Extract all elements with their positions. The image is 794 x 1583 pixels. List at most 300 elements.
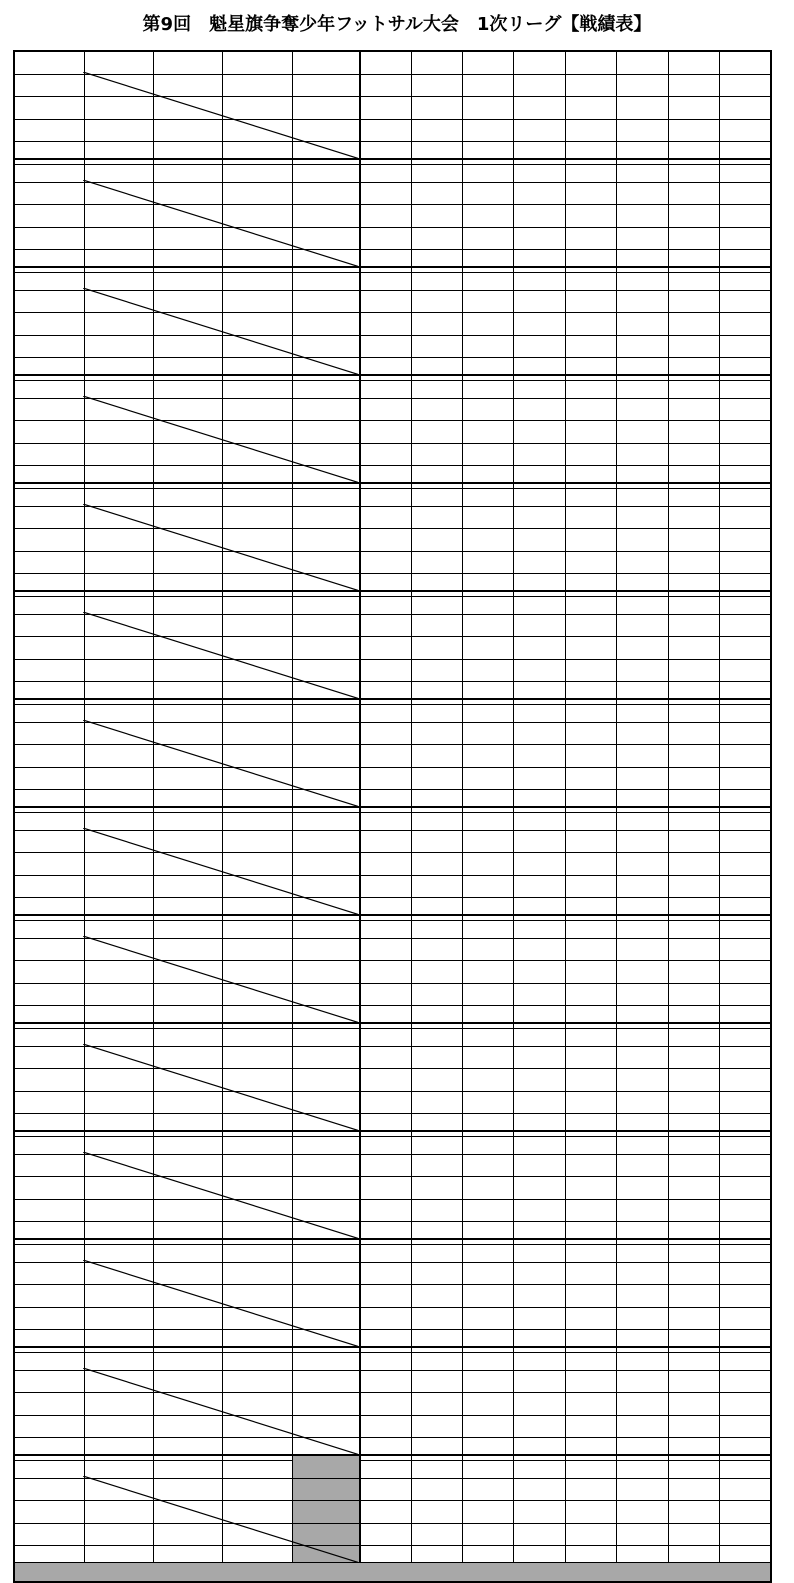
self-match-cell[interactable]: [84, 938, 153, 961]
stat-cell[interactable]: [720, 1307, 771, 1330]
stat-cell[interactable]: [720, 1091, 771, 1114]
match-result-cell[interactable]: [292, 983, 360, 1006]
match-result-cell[interactable]: [154, 290, 223, 313]
stat-cell[interactable]: [720, 529, 771, 552]
stat-cell[interactable]: [616, 1393, 668, 1416]
stat-cell[interactable]: [668, 1177, 719, 1200]
stat-cell[interactable]: [463, 1154, 514, 1177]
stat-cell[interactable]: [720, 97, 771, 120]
stat-cell[interactable]: [514, 767, 565, 790]
match-result-cell[interactable]: [223, 506, 292, 529]
stat-cell[interactable]: [514, 398, 565, 421]
self-match-cell[interactable]: [84, 722, 153, 745]
match-result-cell[interactable]: [154, 983, 223, 1006]
stat-cell[interactable]: [720, 443, 771, 466]
stat-cell[interactable]: [514, 1154, 565, 1177]
self-match-cell[interactable]: [84, 1478, 153, 1501]
self-match-cell[interactable]: [84, 1154, 153, 1177]
match-result-cell[interactable]: [84, 1285, 153, 1308]
stat-cell[interactable]: [616, 1285, 668, 1308]
stat-cell[interactable]: [720, 938, 771, 961]
match-result-cell[interactable]: [292, 745, 360, 768]
stat-cell[interactable]: [565, 421, 616, 444]
stat-cell[interactable]: [668, 1069, 719, 1092]
stat-cell[interactable]: [463, 119, 514, 142]
stat-cell[interactable]: [616, 1523, 668, 1546]
self-match-cell[interactable]: [154, 961, 223, 984]
match-result-cell[interactable]: [292, 1478, 360, 1501]
stat-cell[interactable]: [565, 205, 616, 228]
stat-cell[interactable]: [616, 1415, 668, 1438]
match-result-cell[interactable]: [84, 1091, 153, 1114]
match-result-cell[interactable]: [292, 961, 360, 984]
stat-cell[interactable]: [720, 398, 771, 421]
stat-cell[interactable]: [565, 1307, 616, 1330]
match-result-cell[interactable]: [154, 182, 223, 205]
stat-cell[interactable]: [720, 1199, 771, 1222]
stat-cell[interactable]: [668, 722, 719, 745]
stat-cell[interactable]: [668, 119, 719, 142]
stat-cell[interactable]: [514, 1091, 565, 1114]
match-result-cell[interactable]: [292, 74, 360, 97]
stat-cell[interactable]: [565, 1069, 616, 1092]
match-result-cell[interactable]: [292, 1199, 360, 1222]
stat-cell[interactable]: [360, 182, 411, 205]
match-result-cell[interactable]: [292, 1307, 360, 1330]
self-match-cell[interactable]: [154, 1177, 223, 1200]
stat-cell[interactable]: [668, 205, 719, 228]
stat-cell[interactable]: [360, 961, 411, 984]
stat-cell[interactable]: [720, 74, 771, 97]
match-result-cell[interactable]: [223, 74, 292, 97]
stat-cell[interactable]: [616, 313, 668, 336]
stat-cell[interactable]: [616, 830, 668, 853]
match-result-cell[interactable]: [223, 830, 292, 853]
stat-cell[interactable]: [720, 722, 771, 745]
match-result-cell[interactable]: [292, 551, 360, 574]
stat-cell[interactable]: [463, 1370, 514, 1393]
stat-cell[interactable]: [565, 1478, 616, 1501]
stat-cell[interactable]: [668, 745, 719, 768]
stat-cell[interactable]: [616, 398, 668, 421]
stat-cell[interactable]: [412, 1415, 463, 1438]
self-match-cell[interactable]: [223, 1307, 292, 1330]
stat-cell[interactable]: [463, 1091, 514, 1114]
stat-cell[interactable]: [720, 506, 771, 529]
stat-cell[interactable]: [514, 853, 565, 876]
self-match-cell[interactable]: [154, 1393, 223, 1416]
stat-cell[interactable]: [412, 983, 463, 1006]
stat-cell[interactable]: [668, 182, 719, 205]
stat-cell[interactable]: [412, 227, 463, 250]
stat-cell[interactable]: [514, 443, 565, 466]
stat-cell[interactable]: [668, 1478, 719, 1501]
stat-cell[interactable]: [565, 767, 616, 790]
match-result-cell[interactable]: [154, 830, 223, 853]
stat-cell[interactable]: [514, 1415, 565, 1438]
stat-cell[interactable]: [360, 853, 411, 876]
match-result-cell[interactable]: [292, 119, 360, 142]
stat-cell[interactable]: [565, 1393, 616, 1416]
match-result-cell[interactable]: [84, 551, 153, 574]
match-result-cell[interactable]: [84, 227, 153, 250]
match-result-cell[interactable]: [154, 398, 223, 421]
match-result-cell[interactable]: [223, 313, 292, 336]
self-match-cell[interactable]: [84, 398, 153, 421]
stat-cell[interactable]: [565, 853, 616, 876]
stat-cell[interactable]: [412, 1262, 463, 1285]
match-result-cell[interactable]: [223, 1177, 292, 1200]
stat-cell[interactable]: [412, 875, 463, 898]
match-result-cell[interactable]: [292, 1370, 360, 1393]
self-match-cell[interactable]: [84, 506, 153, 529]
stat-cell[interactable]: [616, 1046, 668, 1069]
match-result-cell[interactable]: [223, 1370, 292, 1393]
match-result-cell[interactable]: [223, 529, 292, 552]
stat-cell[interactable]: [668, 290, 719, 313]
match-result-cell[interactable]: [292, 205, 360, 228]
stat-cell[interactable]: [565, 938, 616, 961]
match-result-cell[interactable]: [154, 1154, 223, 1177]
stat-cell[interactable]: [412, 335, 463, 358]
match-result-cell[interactable]: [84, 637, 153, 660]
stat-cell[interactable]: [668, 506, 719, 529]
stat-cell[interactable]: [463, 74, 514, 97]
stat-cell[interactable]: [616, 119, 668, 142]
stat-cell[interactable]: [360, 290, 411, 313]
match-result-cell[interactable]: [292, 506, 360, 529]
stat-cell[interactable]: [720, 227, 771, 250]
match-result-cell[interactable]: [84, 745, 153, 768]
stat-cell[interactable]: [360, 1154, 411, 1177]
stat-cell[interactable]: [412, 182, 463, 205]
self-match-cell[interactable]: [154, 421, 223, 444]
stat-cell[interactable]: [565, 443, 616, 466]
stat-cell[interactable]: [668, 875, 719, 898]
stat-cell[interactable]: [720, 551, 771, 574]
match-result-cell[interactable]: [154, 119, 223, 142]
stat-cell[interactable]: [360, 1262, 411, 1285]
stat-cell[interactable]: [412, 853, 463, 876]
stat-cell[interactable]: [360, 1177, 411, 1200]
stat-cell[interactable]: [616, 506, 668, 529]
stat-cell[interactable]: [668, 1285, 719, 1308]
self-match-cell[interactable]: [84, 1046, 153, 1069]
stat-cell[interactable]: [360, 830, 411, 853]
stat-cell[interactable]: [463, 1478, 514, 1501]
match-result-cell[interactable]: [292, 1091, 360, 1114]
stat-cell[interactable]: [720, 205, 771, 228]
stat-cell[interactable]: [412, 1393, 463, 1416]
stat-cell[interactable]: [360, 1285, 411, 1308]
stat-cell[interactable]: [360, 529, 411, 552]
self-match-cell[interactable]: [84, 182, 153, 205]
self-match-cell[interactable]: [223, 1415, 292, 1438]
match-result-cell[interactable]: [84, 119, 153, 142]
stat-cell[interactable]: [463, 830, 514, 853]
stat-cell[interactable]: [616, 875, 668, 898]
stat-cell[interactable]: [463, 961, 514, 984]
stat-cell[interactable]: [360, 1069, 411, 1092]
stat-cell[interactable]: [565, 313, 616, 336]
stat-cell[interactable]: [668, 961, 719, 984]
stat-cell[interactable]: [463, 313, 514, 336]
stat-cell[interactable]: [412, 614, 463, 637]
match-result-cell[interactable]: [223, 1393, 292, 1416]
stat-cell[interactable]: [616, 853, 668, 876]
stat-cell[interactable]: [463, 1415, 514, 1438]
stat-cell[interactable]: [514, 983, 565, 1006]
stat-cell[interactable]: [565, 875, 616, 898]
stat-cell[interactable]: [412, 1069, 463, 1092]
stat-cell[interactable]: [616, 551, 668, 574]
stat-cell[interactable]: [514, 1285, 565, 1308]
stat-cell[interactable]: [514, 1307, 565, 1330]
match-result-cell[interactable]: [292, 853, 360, 876]
self-match-cell[interactable]: [223, 227, 292, 250]
stat-cell[interactable]: [720, 637, 771, 660]
stat-cell[interactable]: [412, 1154, 463, 1177]
match-result-cell[interactable]: [84, 1393, 153, 1416]
stat-cell[interactable]: [720, 659, 771, 682]
stat-cell[interactable]: [720, 1069, 771, 1092]
stat-cell[interactable]: [720, 961, 771, 984]
stat-cell[interactable]: [668, 830, 719, 853]
stat-cell[interactable]: [360, 1478, 411, 1501]
match-result-cell[interactable]: [223, 637, 292, 660]
self-match-cell[interactable]: [84, 1370, 153, 1393]
match-result-cell[interactable]: [154, 335, 223, 358]
stat-cell[interactable]: [616, 659, 668, 682]
match-result-cell[interactable]: [223, 1478, 292, 1501]
match-result-cell[interactable]: [84, 853, 153, 876]
stat-cell[interactable]: [616, 97, 668, 120]
stat-cell[interactable]: [668, 443, 719, 466]
stat-cell[interactable]: [463, 398, 514, 421]
stat-cell[interactable]: [514, 961, 565, 984]
match-result-cell[interactable]: [84, 767, 153, 790]
stat-cell[interactable]: [720, 1285, 771, 1308]
stat-cell[interactable]: [720, 1523, 771, 1546]
stat-cell[interactable]: [514, 1046, 565, 1069]
stat-cell[interactable]: [412, 1046, 463, 1069]
self-match-cell[interactable]: [223, 551, 292, 574]
stat-cell[interactable]: [668, 97, 719, 120]
match-result-cell[interactable]: [292, 1046, 360, 1069]
stat-cell[interactable]: [720, 182, 771, 205]
stat-cell[interactable]: [463, 1307, 514, 1330]
stat-cell[interactable]: [565, 529, 616, 552]
stat-cell[interactable]: [616, 1478, 668, 1501]
self-match-cell[interactable]: [154, 853, 223, 876]
stat-cell[interactable]: [463, 767, 514, 790]
stat-cell[interactable]: [463, 1046, 514, 1069]
stat-cell[interactable]: [668, 1307, 719, 1330]
match-result-cell[interactable]: [223, 398, 292, 421]
stat-cell[interactable]: [720, 1478, 771, 1501]
stat-cell[interactable]: [565, 1370, 616, 1393]
stat-cell[interactable]: [565, 506, 616, 529]
match-result-cell[interactable]: [154, 1262, 223, 1285]
match-result-cell[interactable]: [84, 205, 153, 228]
stat-cell[interactable]: [616, 1154, 668, 1177]
match-result-cell[interactable]: [84, 97, 153, 120]
stat-cell[interactable]: [514, 1262, 565, 1285]
stat-cell[interactable]: [514, 182, 565, 205]
stat-cell[interactable]: [360, 1370, 411, 1393]
match-result-cell[interactable]: [223, 205, 292, 228]
self-match-cell[interactable]: [223, 335, 292, 358]
stat-cell[interactable]: [412, 1091, 463, 1114]
stat-cell[interactable]: [668, 1501, 719, 1524]
match-result-cell[interactable]: [292, 227, 360, 250]
stat-cell[interactable]: [463, 875, 514, 898]
match-result-cell[interactable]: [223, 745, 292, 768]
self-match-cell[interactable]: [84, 74, 153, 97]
stat-cell[interactable]: [360, 119, 411, 142]
stat-cell[interactable]: [463, 938, 514, 961]
stat-cell[interactable]: [668, 614, 719, 637]
stat-cell[interactable]: [412, 722, 463, 745]
stat-cell[interactable]: [565, 551, 616, 574]
stat-cell[interactable]: [360, 335, 411, 358]
match-result-cell[interactable]: [84, 529, 153, 552]
self-match-cell[interactable]: [84, 290, 153, 313]
stat-cell[interactable]: [668, 853, 719, 876]
stat-cell[interactable]: [360, 1415, 411, 1438]
match-result-cell[interactable]: [84, 313, 153, 336]
match-result-cell[interactable]: [292, 1285, 360, 1308]
stat-cell[interactable]: [668, 983, 719, 1006]
stat-cell[interactable]: [720, 313, 771, 336]
stat-cell[interactable]: [463, 983, 514, 1006]
match-result-cell[interactable]: [154, 875, 223, 898]
stat-cell[interactable]: [412, 938, 463, 961]
stat-cell[interactable]: [412, 830, 463, 853]
self-match-cell[interactable]: [223, 1523, 292, 1546]
self-match-cell[interactable]: [84, 1262, 153, 1285]
stat-cell[interactable]: [360, 398, 411, 421]
stat-cell[interactable]: [514, 1501, 565, 1524]
stat-cell[interactable]: [565, 119, 616, 142]
match-result-cell[interactable]: [154, 227, 223, 250]
stat-cell[interactable]: [463, 1199, 514, 1222]
match-result-cell[interactable]: [223, 182, 292, 205]
match-result-cell[interactable]: [292, 398, 360, 421]
stat-cell[interactable]: [463, 335, 514, 358]
stat-cell[interactable]: [412, 1370, 463, 1393]
stat-cell[interactable]: [514, 119, 565, 142]
match-result-cell[interactable]: [223, 1046, 292, 1069]
stat-cell[interactable]: [360, 1393, 411, 1416]
stat-cell[interactable]: [616, 1199, 668, 1222]
stat-cell[interactable]: [514, 313, 565, 336]
stat-cell[interactable]: [668, 1091, 719, 1114]
stat-cell[interactable]: [514, 659, 565, 682]
stat-cell[interactable]: [463, 1262, 514, 1285]
match-result-cell[interactable]: [292, 1069, 360, 1092]
match-result-cell[interactable]: [223, 97, 292, 120]
self-match-cell[interactable]: [154, 637, 223, 660]
stat-cell[interactable]: [412, 1285, 463, 1308]
match-result-cell[interactable]: [84, 1501, 153, 1524]
stat-cell[interactable]: [463, 227, 514, 250]
stat-cell[interactable]: [412, 205, 463, 228]
stat-cell[interactable]: [360, 983, 411, 1006]
stat-cell[interactable]: [720, 421, 771, 444]
match-result-cell[interactable]: [84, 1177, 153, 1200]
match-result-cell[interactable]: [223, 722, 292, 745]
stat-cell[interactable]: [463, 506, 514, 529]
match-result-cell[interactable]: [84, 1415, 153, 1438]
stat-cell[interactable]: [565, 614, 616, 637]
stat-cell[interactable]: [720, 1501, 771, 1524]
stat-cell[interactable]: [616, 529, 668, 552]
match-result-cell[interactable]: [292, 529, 360, 552]
stat-cell[interactable]: [514, 1393, 565, 1416]
stat-cell[interactable]: [668, 1393, 719, 1416]
match-result-cell[interactable]: [223, 853, 292, 876]
stat-cell[interactable]: [463, 551, 514, 574]
stat-cell[interactable]: [616, 290, 668, 313]
stat-cell[interactable]: [514, 205, 565, 228]
stat-cell[interactable]: [565, 1091, 616, 1114]
match-result-cell[interactable]: [292, 421, 360, 444]
self-match-cell[interactable]: [154, 1069, 223, 1092]
stat-cell[interactable]: [668, 74, 719, 97]
match-result-cell[interactable]: [154, 1478, 223, 1501]
stat-cell[interactable]: [514, 830, 565, 853]
stat-cell[interactable]: [616, 983, 668, 1006]
match-result-cell[interactable]: [223, 614, 292, 637]
match-result-cell[interactable]: [292, 830, 360, 853]
stat-cell[interactable]: [514, 637, 565, 660]
stat-cell[interactable]: [360, 1307, 411, 1330]
stat-cell[interactable]: [616, 722, 668, 745]
stat-cell[interactable]: [565, 722, 616, 745]
stat-cell[interactable]: [412, 1478, 463, 1501]
match-result-cell[interactable]: [154, 1046, 223, 1069]
stat-cell[interactable]: [360, 767, 411, 790]
stat-cell[interactable]: [668, 938, 719, 961]
stat-cell[interactable]: [668, 313, 719, 336]
stat-cell[interactable]: [616, 1262, 668, 1285]
self-match-cell[interactable]: [223, 875, 292, 898]
match-result-cell[interactable]: [292, 637, 360, 660]
stat-cell[interactable]: [412, 767, 463, 790]
stat-cell[interactable]: [565, 1285, 616, 1308]
stat-cell[interactable]: [463, 853, 514, 876]
stat-cell[interactable]: [412, 313, 463, 336]
stat-cell[interactable]: [463, 614, 514, 637]
match-result-cell[interactable]: [223, 1501, 292, 1524]
stat-cell[interactable]: [360, 614, 411, 637]
stat-cell[interactable]: [720, 1154, 771, 1177]
stat-cell[interactable]: [360, 1091, 411, 1114]
self-match-cell[interactable]: [154, 745, 223, 768]
stat-cell[interactable]: [360, 1046, 411, 1069]
match-result-cell[interactable]: [292, 1154, 360, 1177]
stat-cell[interactable]: [463, 443, 514, 466]
stat-cell[interactable]: [412, 745, 463, 768]
stat-cell[interactable]: [565, 983, 616, 1006]
self-match-cell[interactable]: [84, 614, 153, 637]
stat-cell[interactable]: [412, 961, 463, 984]
stat-cell[interactable]: [616, 205, 668, 228]
stat-cell[interactable]: [616, 1501, 668, 1524]
stat-cell[interactable]: [463, 205, 514, 228]
stat-cell[interactable]: [565, 1415, 616, 1438]
